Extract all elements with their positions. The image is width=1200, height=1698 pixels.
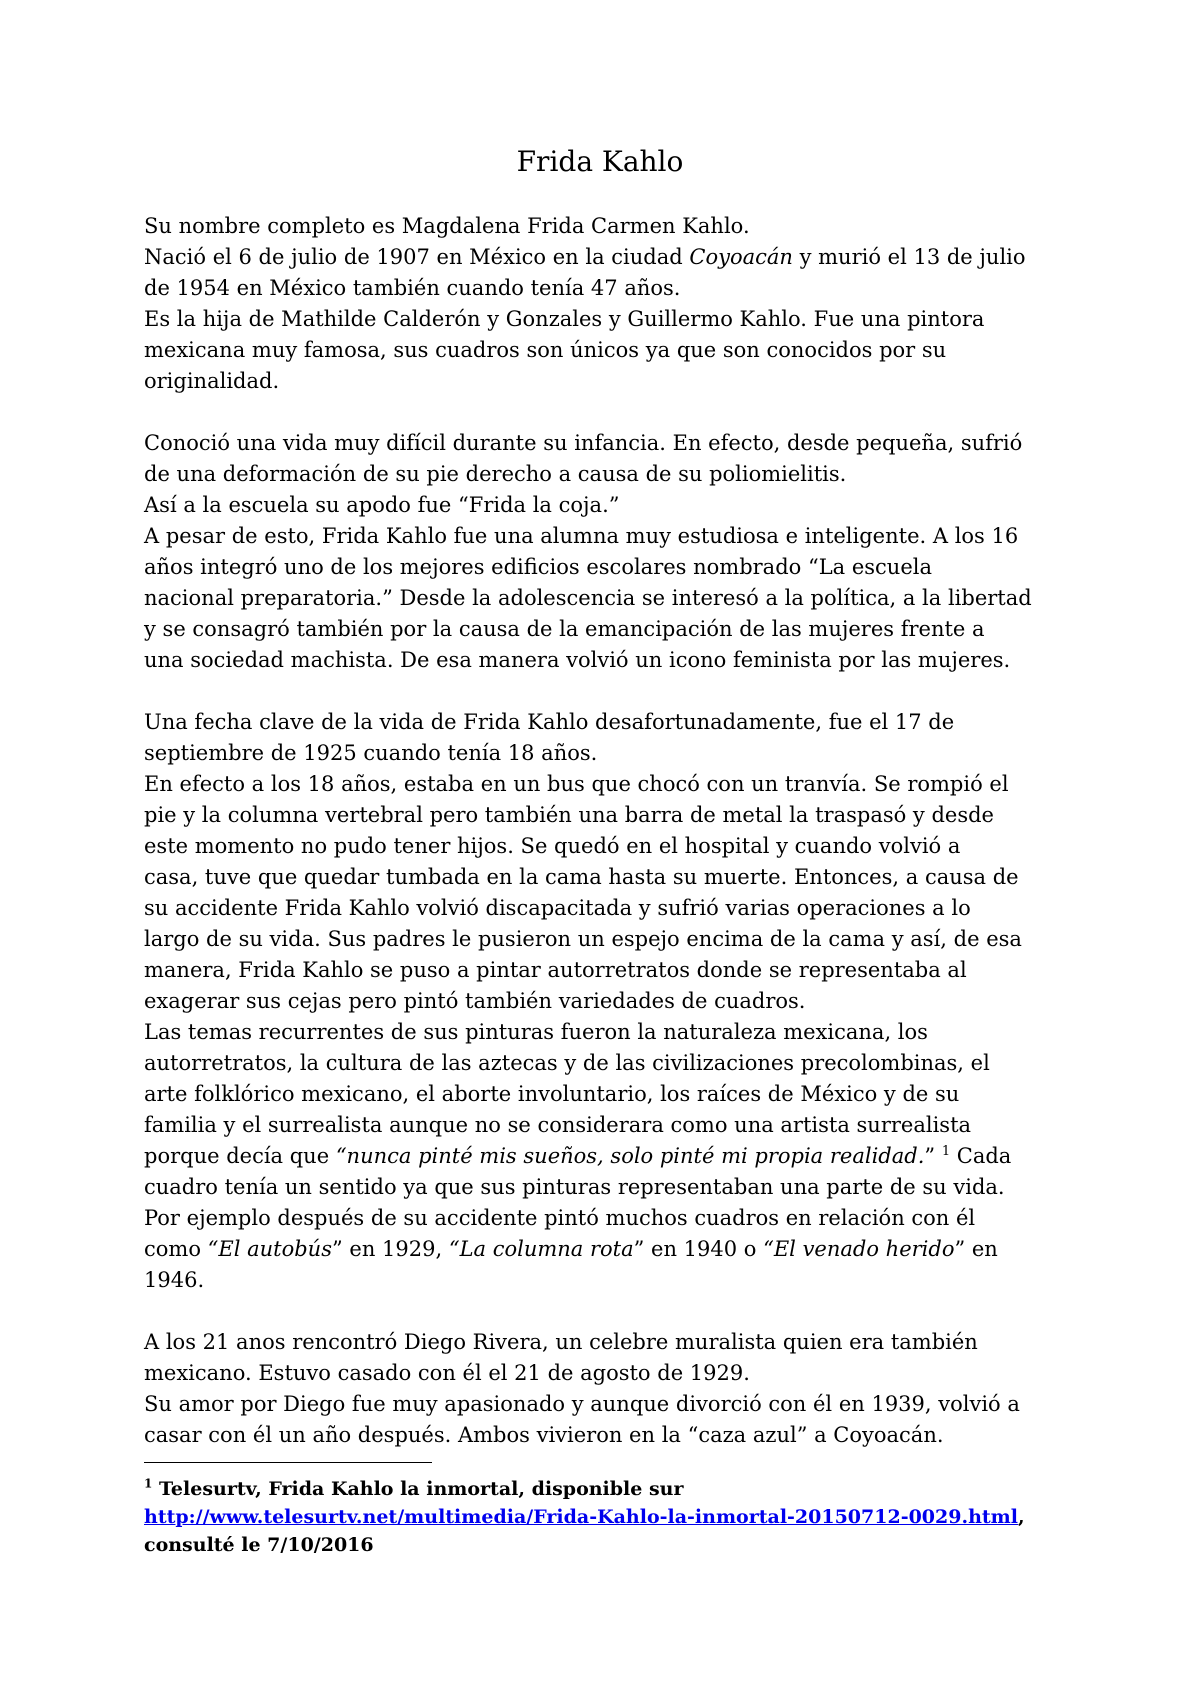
text-line: A los 21 anos rencontró Diego Rivera, un celebre muralista quien era también	[144, 1330, 978, 1354]
text-line: su accidente Frida Kahlo volvió discapacitada y sufrió varias operaciones a lo	[144, 896, 971, 920]
text-line: Conoció una vida muy difícil durante su infancia. En efecto, desde pequeña, sufrió	[144, 431, 1023, 455]
text-run: ” en	[954, 1237, 998, 1261]
text-line: originalidad.	[144, 369, 280, 393]
text-line: y se consagró también por la causa de la emancipación de las mujeres frente a	[144, 617, 985, 641]
text-line: exagerar sus cejas pero pintó también variedades de cuadros.	[144, 989, 806, 1013]
text-line: septiembre de 1925 cuando tenía 18 años.	[144, 741, 598, 765]
text-run: ”	[924, 1144, 942, 1168]
page-title: Frida Kahlo	[516, 145, 684, 178]
text-line	[144, 1234, 1074, 1265]
text-line: arte folklórico mexicano, el aborte involuntario, los raíces de México y de su	[144, 1082, 960, 1106]
italic-painting-title: “La columna rota	[448, 1237, 634, 1261]
text-line: mexicano. Estuvo casado con él el 21 de agosto de 1929.	[144, 1361, 750, 1385]
text-line: mexicana muy famosa, sus cuadros son únicos ya que son conocidos por su	[144, 338, 947, 362]
text-run: ” en 1929,	[331, 1237, 449, 1261]
text-line: A pesar de esto, Frida Kahlo fue una alumna muy estudiosa e inteligente. A los 16	[144, 524, 1019, 548]
italic-place-name: Coyoacán	[689, 245, 793, 269]
text-line: casar con él un año después. Ambos vivieron en la “caza azul” a Coyoacán.	[144, 1423, 944, 1447]
text-line: Su amor por Diego fue muy apasionado y aunque divorció con él en 1939, volvió a	[144, 1392, 1020, 1416]
text-line: pie y la columna vertebral pero también una barra de metal la traspasó y desde	[144, 803, 994, 827]
footnote-number: 1	[144, 1476, 153, 1491]
document-body	[144, 211, 1074, 1451]
italic-quote: “nunca pinté mis sueños, solo pinté mi propia realidad.	[335, 1144, 925, 1168]
text-run: Cada	[950, 1144, 1012, 1168]
text-line: de 1954 en México también cuando tenía 47 años.	[144, 276, 681, 300]
text-line: Es la hija de Mathilde Calderón y Gonzales y Guillermo Kahlo. Fue una pintora	[144, 307, 985, 331]
text-line: autorretratos, la cultura de las aztecas y de las civilizaciones precolombinas, el	[144, 1051, 990, 1075]
italic-painting-title: “El venado herido	[763, 1237, 955, 1261]
text-line	[144, 242, 1074, 273]
text-line: este momento no pudo tener hijos. Se quedó en el hospital y cuando volvió a	[144, 834, 961, 858]
paragraph-gap	[144, 397, 1074, 428]
text-line: Las temas recurrentes de sus pinturas fueron la naturaleza mexicana, los	[144, 1020, 928, 1044]
text-line: Su nombre completo es Magdalena Frida Carmen Kahlo.	[144, 214, 750, 238]
text-run: Nació el 6 de julio de 1907 en México en la ciudad	[144, 245, 690, 269]
footnote-line	[144, 1475, 1074, 1503]
text-run: ,	[1017, 1506, 1025, 1528]
text-line: casa, tuve que quedar tumbada en la cama hasta su muerte. Entonces, a causa de	[144, 865, 1019, 889]
text-line: cuadro tenía un sentido ya que sus pinturas representaban una parte de su vida.	[144, 1175, 1005, 1199]
text-line: En efecto a los 18 años, estaba en un bus que chocó con un tranvía. Se rompió el	[144, 772, 1009, 796]
footnote-reference[interactable]: 1	[941, 1144, 951, 1159]
text-line: Una fecha clave de la vida de Frida Kahlo desafortunadamente, fue el 17 de	[144, 710, 955, 734]
text-line: 1946.	[144, 1268, 205, 1292]
footnote	[144, 1475, 1074, 1559]
text-run: porque decía que	[144, 1144, 336, 1168]
text-run: como	[144, 1237, 208, 1261]
text-line	[144, 1141, 1074, 1172]
italic-painting-title: “El autobús	[207, 1237, 332, 1261]
text-line: largo de su vida. Sus padres le pusieron un espejo encima de la cama y así, de esa	[144, 927, 1022, 951]
text-line: una sociedad machista. De esa manera volvió un icono feminista por las mujeres.	[144, 648, 1011, 672]
text-run: y murió el 13 de julio	[792, 245, 1026, 269]
footnote-line	[144, 1503, 1074, 1531]
footnote-link[interactable]: http://www.telesurtv.net/multimedia/Frida-Kahlo-la-inmortal-20150712-0029.html	[144, 1506, 1018, 1528]
text-line: Por ejemplo después de su accidente pintó muchos cuadros en relación con él	[144, 1206, 976, 1230]
footnote-separator	[144, 1462, 432, 1463]
footnote-source: Telesurtv, Frida Kahlo la inmortal, disponible sur	[152, 1478, 684, 1500]
text-line: familia y el surrealista aunque no se considerara como una artista surrealista	[144, 1113, 972, 1137]
paragraph-gap	[144, 1296, 1074, 1327]
text-line: Así a la escuela su apodo fue “Frida la coja.”	[144, 493, 620, 517]
text-line: manera, Frida Kahlo se puso a pintar autorretratos donde se representaba al	[144, 958, 967, 982]
text-run: ” en 1940 o	[633, 1237, 764, 1261]
text-line: nacional preparatoria.” Desde la adolescencia se interesó a la política, a la libertad	[144, 586, 1032, 610]
text-line: de una deformación de su pie derecho a causa de su poliomielitis.	[144, 462, 847, 486]
paragraph-gap	[144, 676, 1074, 707]
footnote-line: consulté le 7/10/2016	[144, 1534, 374, 1556]
text-line: años integró uno de los mejores edificios escolares nombrado “La escuela	[144, 555, 932, 579]
